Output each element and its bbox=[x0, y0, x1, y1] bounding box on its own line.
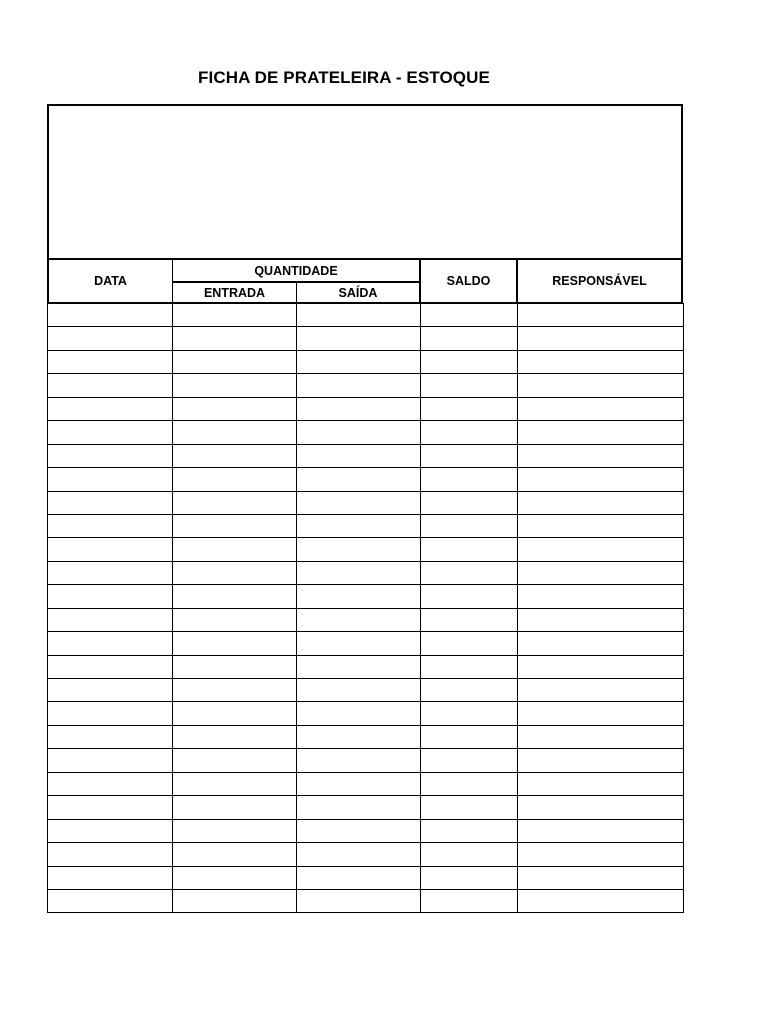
cell-entrada[interactable] bbox=[173, 702, 297, 725]
cell-responsavel[interactable] bbox=[518, 819, 684, 842]
cell-data[interactable] bbox=[48, 304, 173, 327]
cell-saida[interactable] bbox=[297, 514, 421, 537]
cell-responsavel[interactable] bbox=[518, 468, 684, 491]
cell-data[interactable] bbox=[48, 655, 173, 678]
cell-data[interactable] bbox=[48, 397, 173, 420]
page-title: FICHA DE PRATELEIRA - ESTOQUE bbox=[198, 68, 490, 87]
cell-entrada[interactable] bbox=[173, 350, 297, 373]
cell-data[interactable] bbox=[48, 889, 173, 912]
cell-saldo[interactable] bbox=[421, 772, 518, 795]
table-row bbox=[48, 608, 684, 631]
cell-responsavel[interactable] bbox=[518, 304, 684, 327]
table-row bbox=[48, 374, 684, 397]
cell-entrada[interactable] bbox=[173, 304, 297, 327]
cell-saida[interactable] bbox=[297, 327, 421, 350]
cell-data[interactable] bbox=[48, 327, 173, 350]
cell-data[interactable] bbox=[48, 749, 173, 772]
table-row bbox=[48, 304, 684, 327]
cell-saldo[interactable] bbox=[421, 819, 518, 842]
cell-saida[interactable] bbox=[297, 421, 421, 444]
cell-data[interactable] bbox=[48, 491, 173, 514]
cell-entrada[interactable] bbox=[173, 655, 297, 678]
cell-saida[interactable] bbox=[297, 749, 421, 772]
header-saldo: SALDO bbox=[421, 260, 518, 302]
cell-responsavel[interactable] bbox=[518, 843, 684, 866]
cell-saldo[interactable] bbox=[421, 514, 518, 537]
cell-entrada[interactable] bbox=[173, 561, 297, 584]
cell-saida[interactable] bbox=[297, 350, 421, 373]
cell-responsavel[interactable] bbox=[518, 350, 684, 373]
header-data: DATA bbox=[49, 260, 173, 302]
header-quantidade: QUANTIDADE bbox=[173, 260, 421, 283]
cell-entrada[interactable] bbox=[173, 421, 297, 444]
cell-saida[interactable] bbox=[297, 772, 421, 795]
cell-saldo[interactable] bbox=[421, 749, 518, 772]
cell-saida[interactable] bbox=[297, 796, 421, 819]
cell-data[interactable] bbox=[48, 866, 173, 889]
cell-entrada[interactable] bbox=[173, 679, 297, 702]
cell-responsavel[interactable] bbox=[518, 749, 684, 772]
table-row bbox=[48, 350, 684, 373]
cell-saida[interactable] bbox=[297, 843, 421, 866]
cell-saida[interactable] bbox=[297, 889, 421, 912]
cell-saldo[interactable] bbox=[421, 397, 518, 420]
cell-data[interactable] bbox=[48, 843, 173, 866]
cell-responsavel[interactable] bbox=[518, 725, 684, 748]
cell-entrada[interactable] bbox=[173, 796, 297, 819]
cell-responsavel[interactable] bbox=[518, 561, 684, 584]
table-row bbox=[48, 679, 684, 702]
table-row bbox=[48, 444, 684, 467]
cell-data[interactable] bbox=[48, 421, 173, 444]
cell-entrada[interactable] bbox=[173, 608, 297, 631]
cell-data[interactable] bbox=[48, 679, 173, 702]
table-row bbox=[48, 561, 684, 584]
cell-responsavel[interactable] bbox=[518, 397, 684, 420]
cell-data[interactable] bbox=[48, 538, 173, 561]
cell-saldo[interactable] bbox=[421, 327, 518, 350]
cell-responsavel[interactable] bbox=[518, 585, 684, 608]
cell-data[interactable] bbox=[48, 561, 173, 584]
header-entrada: ENTRADA bbox=[173, 283, 297, 302]
cell-entrada[interactable] bbox=[173, 843, 297, 866]
cell-entrada[interactable] bbox=[173, 538, 297, 561]
cell-saldo[interactable] bbox=[421, 608, 518, 631]
cell-saida[interactable] bbox=[297, 866, 421, 889]
table-row bbox=[48, 796, 684, 819]
cell-saldo[interactable] bbox=[421, 561, 518, 584]
header-saida: SAÍDA bbox=[297, 283, 421, 302]
cell-saida[interactable] bbox=[297, 397, 421, 420]
cell-data[interactable] bbox=[48, 350, 173, 373]
cell-saldo[interactable] bbox=[421, 491, 518, 514]
table-row bbox=[48, 889, 684, 912]
cell-responsavel[interactable] bbox=[518, 702, 684, 725]
table-row bbox=[48, 843, 684, 866]
table-row bbox=[48, 725, 684, 748]
table-row bbox=[48, 397, 684, 420]
table-row bbox=[48, 655, 684, 678]
cell-entrada[interactable] bbox=[173, 749, 297, 772]
cell-data[interactable] bbox=[48, 702, 173, 725]
cell-responsavel[interactable] bbox=[518, 374, 684, 397]
cell-responsavel[interactable] bbox=[518, 538, 684, 561]
cell-saida[interactable] bbox=[297, 702, 421, 725]
cell-saida[interactable] bbox=[297, 491, 421, 514]
cell-entrada[interactable] bbox=[173, 374, 297, 397]
cell-responsavel[interactable] bbox=[518, 421, 684, 444]
cell-entrada[interactable] bbox=[173, 772, 297, 795]
table-row bbox=[48, 866, 684, 889]
cell-saida[interactable] bbox=[297, 608, 421, 631]
table-row bbox=[48, 632, 684, 655]
cell-entrada[interactable] bbox=[173, 514, 297, 537]
cell-saldo[interactable] bbox=[421, 655, 518, 678]
table-row bbox=[48, 468, 684, 491]
cell-data[interactable] bbox=[48, 514, 173, 537]
cell-saldo[interactable] bbox=[421, 725, 518, 748]
cell-entrada[interactable] bbox=[173, 866, 297, 889]
cell-entrada[interactable] bbox=[173, 632, 297, 655]
cell-saldo[interactable] bbox=[421, 585, 518, 608]
cell-saldo[interactable] bbox=[421, 350, 518, 373]
header-responsavel: RESPONSÁVEL bbox=[552, 274, 647, 288]
cell-saldo[interactable] bbox=[421, 538, 518, 561]
cell-entrada[interactable] bbox=[173, 397, 297, 420]
cell-saldo[interactable] bbox=[421, 702, 518, 725]
cell-saldo[interactable] bbox=[421, 421, 518, 444]
cell-data[interactable] bbox=[48, 796, 173, 819]
cell-responsavel[interactable] bbox=[518, 796, 684, 819]
cell-saida[interactable] bbox=[297, 468, 421, 491]
table-row bbox=[48, 819, 684, 842]
cell-data[interactable] bbox=[48, 819, 173, 842]
cell-data[interactable] bbox=[48, 632, 173, 655]
cell-entrada[interactable] bbox=[173, 585, 297, 608]
cell-saida[interactable] bbox=[297, 374, 421, 397]
cell-saldo[interactable] bbox=[421, 866, 518, 889]
cell-data[interactable] bbox=[48, 772, 173, 795]
cell-saida[interactable] bbox=[297, 538, 421, 561]
cell-saldo[interactable] bbox=[421, 679, 518, 702]
cell-entrada[interactable] bbox=[173, 444, 297, 467]
table-row bbox=[48, 585, 684, 608]
cell-saldo[interactable] bbox=[421, 304, 518, 327]
cell-saldo[interactable] bbox=[421, 468, 518, 491]
cell-saida[interactable] bbox=[297, 304, 421, 327]
cell-entrada[interactable] bbox=[173, 819, 297, 842]
cell-saida[interactable] bbox=[297, 679, 421, 702]
cell-saida[interactable] bbox=[297, 725, 421, 748]
cell-data[interactable] bbox=[48, 608, 173, 631]
cell-saldo[interactable] bbox=[421, 444, 518, 467]
cell-responsavel[interactable] bbox=[518, 866, 684, 889]
cell-responsavel[interactable] bbox=[518, 444, 684, 467]
table-row bbox=[48, 749, 684, 772]
table-row bbox=[48, 702, 684, 725]
cell-responsavel[interactable] bbox=[518, 655, 684, 678]
cell-data[interactable] bbox=[48, 374, 173, 397]
cell-saida[interactable] bbox=[297, 561, 421, 584]
cell-saida[interactable] bbox=[297, 632, 421, 655]
cell-responsavel[interactable] bbox=[518, 632, 684, 655]
cell-data[interactable] bbox=[48, 468, 173, 491]
cell-data[interactable] bbox=[48, 725, 173, 748]
cell-responsavel[interactable] bbox=[518, 608, 684, 631]
stock-table bbox=[47, 303, 684, 913]
product-info-box[interactable] bbox=[47, 104, 683, 259]
table-header bbox=[47, 258, 683, 304]
cell-saida[interactable] bbox=[297, 655, 421, 678]
cell-saida[interactable] bbox=[297, 819, 421, 842]
cell-saida[interactable] bbox=[297, 444, 421, 467]
cell-entrada[interactable] bbox=[173, 491, 297, 514]
cell-responsavel[interactable] bbox=[518, 491, 684, 514]
cell-entrada[interactable] bbox=[173, 889, 297, 912]
cell-saldo[interactable] bbox=[421, 796, 518, 819]
cell-saldo[interactable] bbox=[421, 889, 518, 912]
cell-saldo[interactable] bbox=[421, 632, 518, 655]
table-row bbox=[48, 421, 684, 444]
table-row bbox=[48, 491, 684, 514]
cell-responsavel[interactable] bbox=[518, 679, 684, 702]
cell-saldo[interactable] bbox=[421, 374, 518, 397]
cell-data[interactable] bbox=[48, 585, 173, 608]
cell-responsavel[interactable] bbox=[518, 772, 684, 795]
cell-responsavel[interactable] bbox=[518, 514, 684, 537]
cell-saida[interactable] bbox=[297, 585, 421, 608]
table-row bbox=[48, 538, 684, 561]
table-row bbox=[48, 514, 684, 537]
table-row bbox=[48, 772, 684, 795]
cell-responsavel[interactable] bbox=[518, 327, 684, 350]
cell-saldo[interactable] bbox=[421, 843, 518, 866]
cell-data[interactable] bbox=[48, 444, 173, 467]
cell-entrada[interactable] bbox=[173, 468, 297, 491]
table-row bbox=[48, 327, 684, 350]
cell-responsavel[interactable] bbox=[518, 889, 684, 912]
cell-entrada[interactable] bbox=[173, 725, 297, 748]
cell-entrada[interactable] bbox=[173, 327, 297, 350]
